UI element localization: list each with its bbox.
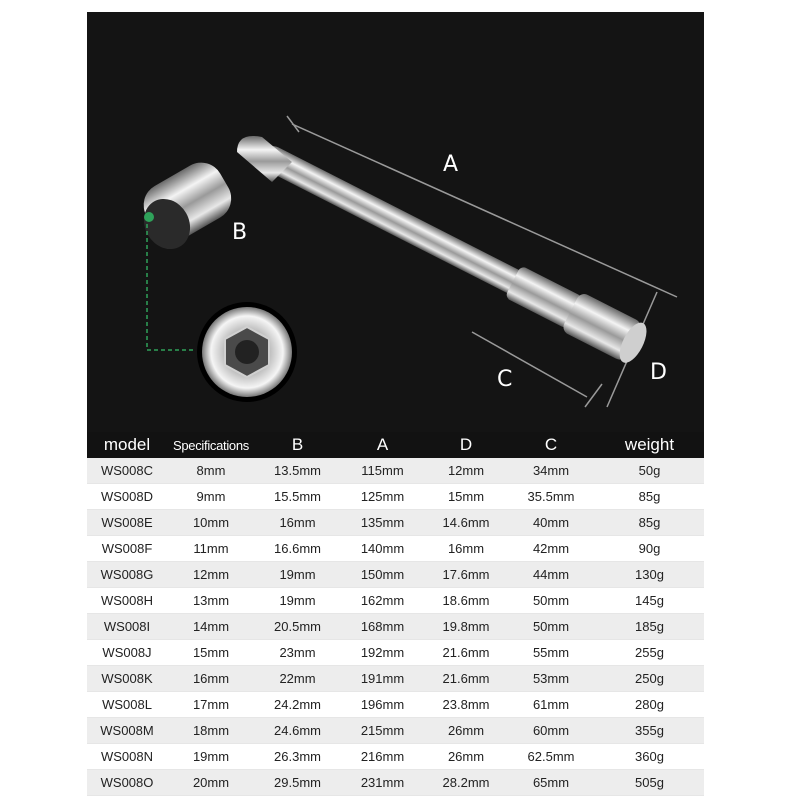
table-cell: 40mm (532, 515, 570, 530)
table-cell: WS008K (101, 671, 153, 686)
table-cell: 50mm (532, 619, 570, 634)
table-cell: 18.6mm (442, 593, 490, 608)
table-row (87, 562, 704, 588)
table-cell: 125mm (360, 489, 405, 504)
table-cell: 34mm (532, 463, 570, 478)
table-cell: 42mm (532, 541, 570, 556)
table-row (87, 614, 704, 640)
table-cell: 26mm (447, 723, 485, 738)
table-cell: 60mm (532, 723, 570, 738)
table-cell: WS008F (101, 541, 153, 556)
header-c: C (544, 435, 558, 454)
table-cell: 17.6mm (442, 567, 490, 582)
table-cell: 26.3mm (274, 749, 321, 764)
dimension-label-d: D (650, 360, 667, 385)
header-b: B (291, 435, 304, 454)
table-cell: WS008M (100, 723, 154, 738)
table-cell: 355g (635, 723, 664, 738)
table-cell: WS008H (100, 593, 154, 608)
table-cell: 11mm (193, 541, 229, 556)
table-cell: 12mm (447, 463, 485, 478)
table-cell: WS008J (102, 645, 152, 660)
table-cell: 23.8mm (442, 697, 490, 712)
table-cell: 19mm (279, 593, 316, 608)
table-cell: 14.6mm (442, 515, 490, 530)
table-cell: WS008C (100, 463, 154, 478)
table-body (87, 458, 704, 796)
table-cell: 140mm (360, 541, 405, 556)
table-row (87, 770, 704, 796)
table-cell: 16mm (279, 515, 316, 530)
table-row (87, 458, 704, 484)
table-cell: 196mm (360, 697, 405, 712)
table-cell: 280g (635, 697, 664, 712)
table-cell: 10mm (192, 515, 230, 530)
header-d: D (459, 435, 473, 454)
table-cell: 26mm (447, 749, 485, 764)
table-cell: WS008G (100, 567, 154, 582)
table-cell: 15.5mm (274, 489, 321, 504)
table-cell: WS008N (100, 749, 154, 764)
table-row (87, 510, 704, 536)
table-cell: 44mm (532, 567, 570, 582)
table-cell: 55mm (532, 645, 570, 660)
table-cell: 12mm (192, 567, 230, 582)
table-cell: 53mm (532, 671, 570, 686)
table-cell: 162mm (360, 593, 405, 608)
product-photo (87, 12, 704, 432)
table-cell: 130g (635, 567, 664, 582)
table-cell: 16mm (447, 541, 485, 556)
table-cell: 90g (638, 541, 661, 556)
table-cell: 16.6mm (274, 541, 321, 556)
table-cell: 85g (638, 489, 661, 504)
table-row (87, 484, 704, 510)
table-cell: WS008O (100, 775, 154, 790)
table-cell: 29.5mm (274, 775, 321, 790)
table-cell: WS008E (101, 515, 153, 530)
table-cell: 360g (635, 749, 664, 764)
table-header (87, 432, 704, 458)
table-cell: 28.2mm (442, 775, 490, 790)
table-row (87, 744, 704, 770)
table-cell: 24.2mm (274, 697, 321, 712)
table-cell: 85g (638, 515, 661, 530)
dimension-line-c (472, 332, 587, 397)
table-cell: WS008L (102, 697, 152, 712)
table-cell: 50g (638, 463, 661, 478)
table-row (87, 588, 704, 614)
table-cell: 20.5mm (274, 619, 321, 634)
header-weight: weight (624, 435, 675, 454)
table-cell: 21.6mm (442, 671, 490, 686)
table-cell: 185g (635, 619, 664, 634)
table-cell: 15mm (192, 645, 230, 660)
table-cell: 19.8mm (442, 619, 490, 634)
table-cell: 13mm (192, 593, 230, 608)
table-row (87, 536, 704, 562)
header-specifications: Specifications (172, 437, 249, 453)
table-cell: 15mm (447, 489, 485, 504)
wrench-head (135, 155, 239, 258)
table-row (87, 692, 704, 718)
table-cell: 24.6mm (274, 723, 321, 738)
dimension-label-a: A (443, 152, 459, 177)
table-cell: 19mm (279, 567, 316, 582)
table-cell: 231mm (360, 775, 405, 790)
table-cell: 18mm (192, 723, 230, 738)
table-cell: 505g (635, 775, 664, 790)
spec-table (87, 432, 704, 796)
table-row (87, 640, 704, 666)
table-cell: 19mm (192, 749, 230, 764)
dimension-label-c: C (497, 367, 513, 392)
table-cell: 62.5mm (527, 749, 575, 764)
table-cell: WS008D (100, 489, 154, 504)
socket-marker-icon (144, 212, 154, 222)
table-cell: 14mm (192, 619, 230, 634)
table-cell: 9mm (196, 489, 226, 504)
table-cell: 35.5mm (527, 489, 575, 504)
table-cell: 168mm (360, 619, 405, 634)
dimension-label-b: B (232, 220, 248, 245)
table-cell: 150mm (360, 567, 405, 582)
table-cell: 191mm (360, 671, 405, 686)
table-cell: 13.5mm (274, 463, 321, 478)
table-row (87, 666, 704, 692)
header-model: model (103, 435, 151, 454)
wrench-illustration (87, 12, 704, 432)
table-cell: 61mm (532, 697, 570, 712)
table-cell: 21.6mm (442, 645, 490, 660)
table-cell: 192mm (360, 645, 405, 660)
table-cell: 16mm (192, 671, 230, 686)
table-cell: 22mm (279, 671, 316, 686)
table-cell: WS008I (103, 619, 151, 634)
table-cell: 145g (635, 593, 664, 608)
table-cell: 216mm (360, 749, 405, 764)
table-cell: 17mm (192, 697, 230, 712)
table-cell: 115mm (361, 463, 404, 478)
table-cell: 135mm (360, 515, 405, 530)
table-row (87, 718, 704, 744)
table-cell: 20mm (192, 775, 230, 790)
table-cell: 23mm (279, 645, 316, 660)
table-cell: 255g (635, 645, 664, 660)
table-cell: 8mm (196, 463, 226, 478)
table-cell: 65mm (532, 775, 570, 790)
table-cell: 250g (635, 671, 664, 686)
table-cell: 215mm (360, 723, 405, 738)
header-a: A (376, 435, 389, 454)
table-cell: 50mm (532, 593, 570, 608)
